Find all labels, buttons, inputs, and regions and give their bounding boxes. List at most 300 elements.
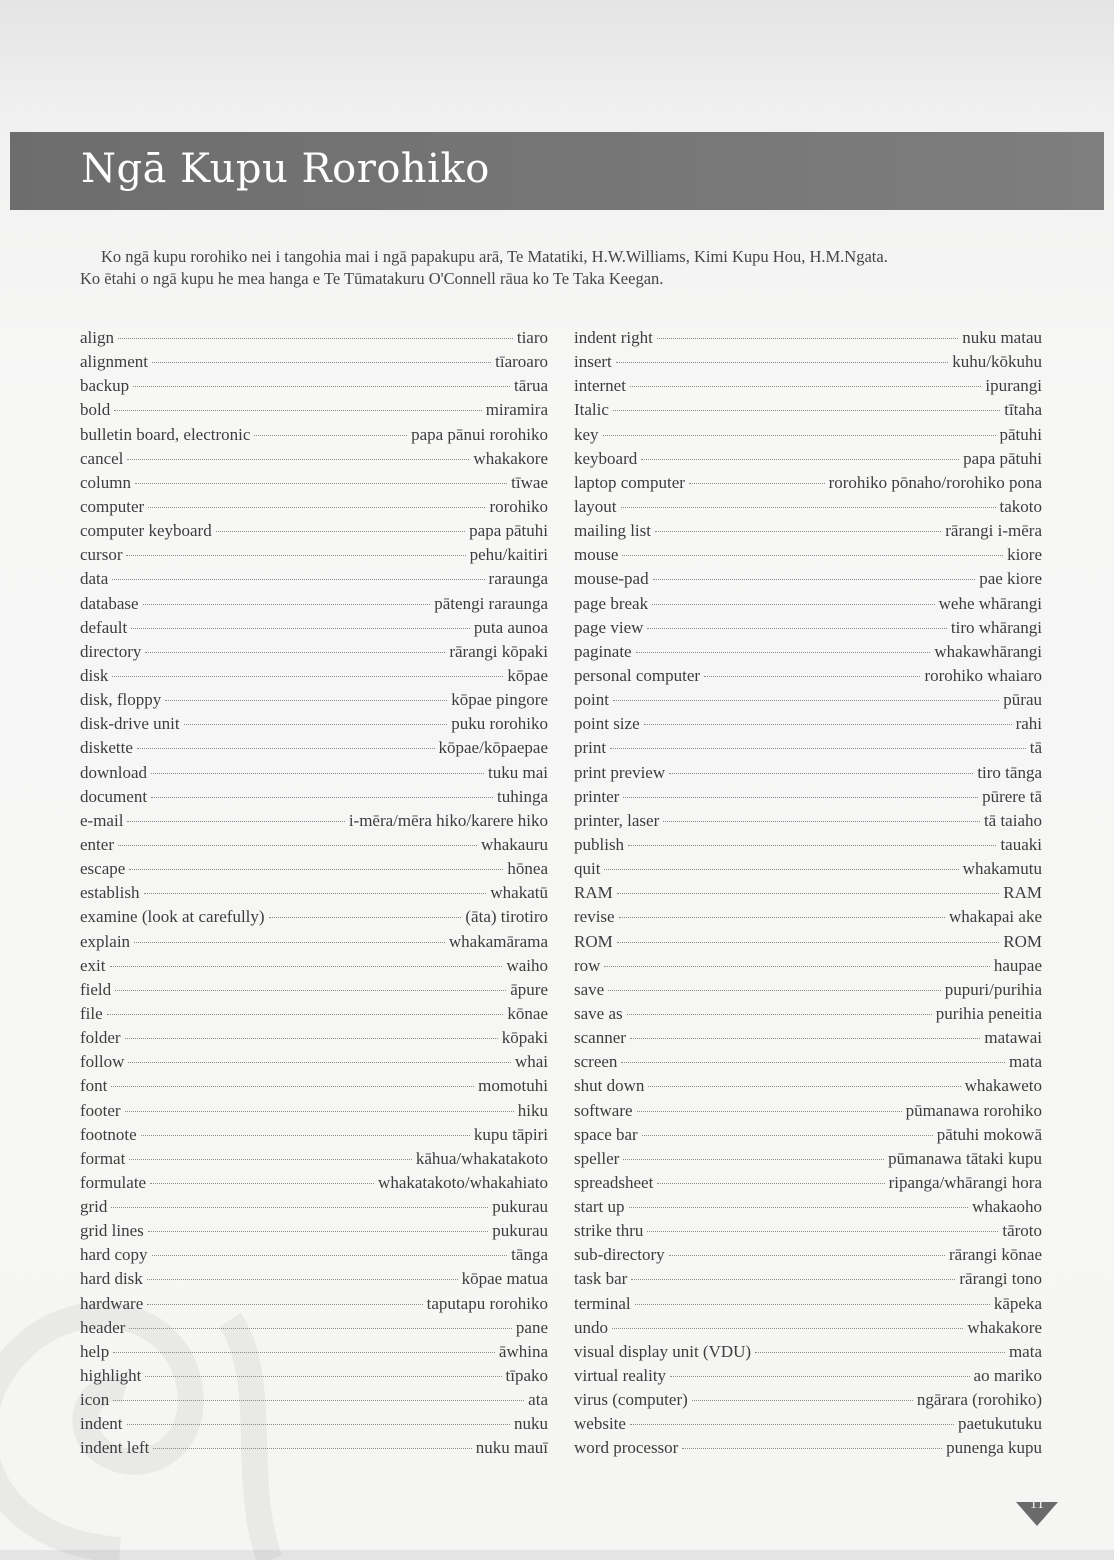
dot-leader [704,676,920,677]
glossary-term: ROM [574,931,613,951]
dot-leader [669,773,973,774]
glossary-term: diskette [80,738,133,758]
glossary-term: Italic [574,400,609,420]
glossary-translation: tīwae [511,472,548,492]
glossary-entry [80,400,548,424]
glossary-translation: tītaha [1004,400,1042,420]
glossary-entry [80,1221,548,1245]
dot-leader [603,435,996,436]
dot-leader [129,1328,512,1329]
glossary-term: explain [80,931,131,951]
glossary-term: mailing list [574,521,651,541]
glossary-translation: momotuhi [478,1076,548,1096]
glossary-translation: pae kiore [979,569,1042,589]
glossary-entry [574,1269,1042,1293]
glossary-term: default [80,617,128,637]
glossary-term: undo [574,1317,608,1337]
dot-leader [642,1135,933,1136]
glossary-entry [574,594,1042,618]
glossary-translation: ngārara (rorohiko) [916,1390,1042,1410]
glossary-term: column [80,472,131,492]
glossary-term: file [80,1003,103,1023]
dot-leader [616,362,948,363]
glossary-term: highlight [80,1366,142,1386]
dot-leader [114,410,481,411]
glossary-entry [80,1245,548,1269]
glossary-translation: papa pātuhi [469,521,548,541]
glossary-translation: ao mariko [973,1366,1042,1386]
glossary-translation: āpure [510,979,548,999]
glossary-term: indent [80,1414,123,1434]
glossary-term: align [80,328,114,347]
glossary-entry [574,376,1042,400]
glossary-translation: rorohiko pōnaho/rorohiko pona [828,472,1042,492]
glossary-term: page break [574,593,649,613]
glossary-entry [574,859,1042,883]
glossary-entry [574,1390,1042,1414]
dot-leader [617,942,1000,943]
glossary-entry [574,787,1042,811]
glossary-term: grid [80,1197,108,1217]
glossary-term: layout [574,496,617,516]
dot-leader [623,797,978,798]
dot-leader [151,797,493,798]
glossary-entry [80,1318,548,1342]
glossary-term: escape [80,859,126,879]
glossary-term: software [574,1100,633,1120]
glossary-term: sub-directory [574,1245,665,1265]
dot-leader [647,1231,998,1232]
dot-leader [148,1231,489,1232]
intro-text [80,246,1040,290]
dot-leader [612,1328,963,1329]
dot-leader [137,748,435,749]
glossary-translation: nuku matau [962,328,1042,347]
dot-leader [135,483,507,484]
dot-leader [692,1400,913,1401]
dot-leader [133,386,510,387]
glossary-term: computer [80,496,145,516]
glossary-translation: tiro tānga [977,762,1042,782]
glossary-entry [80,738,548,762]
glossary-entry [80,521,548,545]
glossary-term: exit [80,955,106,975]
glossary-term: header [80,1317,126,1337]
intro-line-1: Ko ngā kupu rorohiko nei i tangohia mai i ngā papakupu arā, Te Matatiki, H.W.Williams, Kimi Kupu Hou, H.M.Ngata. [101,247,888,266]
glossary-translation: tauaki [1000,834,1042,854]
dot-leader [113,1400,524,1401]
glossary-translation: kōpaki [501,1028,548,1048]
glossary-term: keyboard [574,448,638,468]
glossary-entry [80,1414,548,1438]
dot-leader [621,1062,1005,1063]
glossary-entry [80,666,548,690]
glossary-entry [574,618,1042,642]
glossary-entry [574,1438,1042,1462]
dot-leader [145,1376,501,1377]
dot-leader [152,362,491,363]
dot-leader [652,604,935,605]
glossary-column-right [574,328,1042,1463]
glossary-entry [80,1125,548,1149]
glossary-translation: mata [1008,1341,1042,1361]
glossary-entry [80,1197,548,1221]
dot-leader [629,1207,969,1208]
glossary-translation: whakatū [490,883,548,903]
glossary-entry [574,738,1042,762]
glossary-entry [574,425,1042,449]
glossary-translation: rorohiko [489,496,548,516]
page-title: Ngā Kupu Rorohiko [81,146,490,192]
glossary-entry [80,1004,548,1028]
glossary-translation: whakawhārangi [934,641,1042,661]
glossary-term: bulletin board, electronic [80,424,251,444]
glossary-entry [80,907,548,931]
glossary-term: scanner [574,1028,626,1048]
dot-leader [610,748,1026,749]
dot-leader [627,1014,932,1015]
glossary-entry [574,1125,1042,1149]
glossary-translation: mata [1008,1052,1042,1072]
glossary-translation: nuku [514,1414,548,1434]
glossary-translation: ROM [1003,931,1042,951]
glossary-translation: tuhinga [497,786,548,806]
glossary-term: mouse [574,545,619,565]
dot-leader [150,1183,374,1184]
glossary-entry [80,932,548,956]
page-number: 11 [1029,1496,1045,1512]
dot-leader [115,990,506,991]
dot-leader [619,917,945,918]
glossary-entry [80,859,548,883]
glossary-translation: hiku [517,1100,548,1120]
glossary-term: follow [80,1052,125,1072]
glossary-entry [80,1052,548,1076]
dot-leader [113,1352,495,1353]
glossary-term: establish [80,883,140,903]
glossary-term: virus (computer) [574,1390,688,1410]
dot-leader [118,338,513,339]
glossary-term: printer, laser [574,810,660,830]
glossary-translation: rārangi tono [959,1269,1042,1289]
glossary-term: space bar [574,1124,638,1144]
title-band [10,132,1104,210]
glossary-translation: rorohiko whaiaro [924,665,1042,685]
glossary-term: format [80,1148,126,1168]
glossary-entry [574,449,1042,473]
glossary-translation: ata [528,1390,548,1410]
glossary-entry [574,1149,1042,1173]
glossary-entry [574,980,1042,1004]
glossary-translation: kiore [1007,545,1042,565]
dot-leader [648,1086,960,1087]
glossary-entry [574,1366,1042,1390]
glossary-term: enter [80,834,114,854]
glossary-translation: tīpako [505,1366,548,1386]
dot-leader [604,869,958,870]
glossary-term: insert [574,352,612,372]
glossary-translation: kōpae matua [461,1269,548,1289]
glossary-term: terminal [574,1293,631,1313]
glossary-term: cancel [80,448,124,468]
glossary-term: task bar [574,1269,628,1289]
glossary-term: visual display unit (VDU) [574,1341,752,1361]
glossary-entry [80,1366,548,1390]
glossary-translation: paetukutuku [957,1414,1042,1434]
glossary-term: examine (look at carefully) [80,907,265,927]
glossary-entry [574,352,1042,376]
glossary-term: laptop computer [574,472,685,492]
dot-leader [670,1376,969,1377]
dot-leader [111,1207,488,1208]
glossary-entry [574,1173,1042,1197]
glossary-term: shut down [574,1076,645,1096]
glossary-term: disk [80,665,109,685]
glossary-translation: pātuhi mokowā [936,1124,1042,1144]
glossary-translation: kōpae pingore [451,690,548,710]
glossary-entry [574,545,1042,569]
glossary-term: computer keyboard [80,521,212,541]
dot-leader [125,1038,498,1039]
glossary-translation: puku rorohiko [451,714,548,734]
dot-leader [755,1352,1005,1353]
glossary-term: hard copy [80,1245,148,1265]
dot-leader [127,821,344,822]
glossary-entry [80,1101,548,1125]
glossary-translation: pūmanawa tātaki kupu [888,1148,1042,1168]
glossary-entry [574,956,1042,980]
glossary-entry [574,1028,1042,1052]
glossary-entry [80,569,548,593]
glossary-term: start up [574,1197,625,1217]
glossary-translation: pūmanawa rorohiko [905,1100,1042,1120]
glossary-entry [80,1028,548,1052]
glossary-entry [574,521,1042,545]
glossary-translation: wehe whārangi [938,593,1042,613]
dot-leader [669,1255,945,1256]
dot-leader [126,555,465,556]
glossary-term: indent left [80,1438,150,1458]
dot-leader [143,604,431,605]
glossary-term: e-mail [80,810,124,830]
dot-leader [129,869,503,870]
dot-leader [644,724,1012,725]
glossary-translation: whakapai ake [949,907,1042,927]
glossary-translation: kōnae [507,1003,548,1023]
glossary-translation: whai [514,1052,548,1072]
glossary-entry [574,907,1042,931]
dot-leader [682,1448,942,1449]
glossary-translation: tārua [514,376,548,396]
glossary-entry [80,594,548,618]
glossary-translation: kāhua/whakatakoto [415,1148,548,1168]
glossary-translation: miramira [485,400,548,420]
dot-leader [663,821,980,822]
glossary-translation: pūrere tā [982,786,1042,806]
glossary-entry [574,690,1042,714]
glossary-translation: tā taiaho [983,810,1042,830]
glossary-term: key [574,424,599,444]
glossary-term: point [574,690,609,710]
glossary-translation: tiaro [516,328,548,347]
glossary-term: paginate [574,641,632,661]
glossary-term: folder [80,1028,121,1048]
glossary-term: bold [80,400,111,420]
dot-leader [134,942,445,943]
glossary-term: alignment [80,352,148,372]
glossary-translation: ripanga/whārangi hora [888,1172,1042,1192]
dot-leader [216,531,465,532]
glossary-term: grid lines [80,1221,144,1241]
glossary-entry [80,1342,548,1366]
glossary-entry [80,956,548,980]
glossary-translation: pūrau [1003,690,1042,710]
glossary-entry [574,1414,1042,1438]
glossary-translation: RAM [1003,883,1042,903]
glossary-term: save as [574,1003,623,1023]
glossary-translation: whakaweto [964,1076,1042,1096]
dot-leader [151,773,484,774]
glossary-translation: i-mēra/mēra hiko/karere hiko [348,810,548,830]
glossary-translation: taputapu rorohiko [426,1293,548,1313]
dot-leader [152,1255,508,1256]
glossary-term: disk-drive unit [80,714,180,734]
glossary-term: screen [574,1052,618,1072]
dot-leader [630,386,981,387]
glossary-translation: papa pānui rorohiko [411,424,548,444]
glossary-entry [574,1004,1042,1028]
glossary-entry [80,473,548,497]
glossary-entry [80,811,548,835]
dot-leader [127,459,469,460]
glossary-entry [574,835,1042,859]
dot-leader [131,628,470,629]
glossary-entry [574,714,1042,738]
glossary-term: spreadsheet [574,1172,654,1192]
glossary-translation: kāpeka [993,1293,1042,1313]
glossary-translation: purihia peneitia [935,1003,1042,1023]
glossary-translation: pātuhi [999,424,1042,444]
glossary-translation: pehu/kaitiri [469,545,548,565]
glossary-term: page view [574,617,644,637]
glossary-entry [80,1149,548,1173]
glossary-translation: takoto [999,496,1042,516]
glossary-term: internet [574,376,626,396]
glossary-entry [574,666,1042,690]
glossary-term: database [80,593,139,613]
dot-leader [112,676,503,677]
dot-leader [153,1448,471,1449]
dot-leader [147,1304,422,1305]
glossary-entry [574,811,1042,835]
dot-leader [141,1135,470,1136]
glossary-entry [574,473,1042,497]
glossary-term: mouse-pad [574,569,649,589]
glossary-entry [80,328,548,352]
glossary-term: virtual reality [574,1366,667,1386]
glossary-entry [80,1438,548,1462]
glossary-entry [574,569,1042,593]
dot-leader [657,1183,884,1184]
glossary-term: backup [80,376,130,396]
dot-leader [147,1279,458,1280]
glossary-translation: (āta) tirotiro [465,907,548,927]
glossary-translation: kupu tāpiri [473,1124,548,1144]
glossary-translation: punenga kupu [946,1438,1042,1458]
glossary-translation: ipurangi [985,376,1042,396]
glossary-translation: whakauru [480,834,548,854]
dot-leader [623,1159,884,1160]
glossary-term: printer [574,786,620,806]
glossary-translation: whakaoho [972,1197,1042,1217]
glossary-translation: waiho [506,955,548,975]
glossary-term: hardware [80,1293,144,1313]
glossary-translation: āwhina [498,1341,548,1361]
dot-leader [621,507,996,508]
glossary-term: field [80,979,112,999]
dot-leader [148,507,485,508]
glossary-term: speller [574,1148,620,1168]
glossary-entry [574,883,1042,907]
dot-leader [630,1424,954,1425]
glossary-term: save [574,979,605,999]
dot-leader [635,1304,990,1305]
glossary-entry [80,835,548,859]
glossary-entry [80,787,548,811]
glossary-translation: tānga [511,1245,548,1265]
glossary-term: indent right [574,328,653,347]
glossary-translation: tiro whārangi [950,617,1042,637]
glossary-translation: rārangi kōnae [949,1245,1042,1265]
glossary-entry [80,1173,548,1197]
glossary-entry [80,1390,548,1414]
glossary-entry [80,763,548,787]
dot-leader [608,990,941,991]
dot-leader [184,724,448,725]
glossary-entry [574,1052,1042,1076]
glossary-entry [574,1342,1042,1366]
glossary-translation: kuhu/kōkuhu [952,352,1042,372]
dot-leader [647,628,947,629]
glossary-translation: papa pātuhi [963,448,1042,468]
glossary-entry [80,883,548,907]
glossary-translation: rārangi kōpaki [449,641,548,661]
dot-leader [613,410,1000,411]
glossary-translation: tā [1029,738,1042,758]
glossary-translation: hōnea [507,859,548,879]
glossary-translation: rahi [1015,714,1042,734]
dot-leader [657,338,958,339]
glossary-entry [80,449,548,473]
glossary-entry [80,618,548,642]
glossary-term: point size [574,714,640,734]
glossary-term: word processor [574,1438,679,1458]
dot-leader [269,917,462,918]
glossary-entry [80,352,548,376]
dot-leader [165,700,447,701]
glossary-entry [574,932,1042,956]
glossary-translation: whakatakoto/whakahiato [378,1172,548,1192]
glossary-entry [574,400,1042,424]
dot-leader [125,1111,514,1112]
dot-leader [636,652,931,653]
glossary-translation: pukurau [492,1197,548,1217]
glossary-term: help [80,1341,110,1361]
intro-line-2: Ko ētahi o ngā kupu he mea hanga e Te Tūmatakuru O'Connell rāua ko Te Taka Keegan. [80,269,664,288]
glossary-translation: pukurau [492,1221,548,1241]
glossary-entry [574,497,1042,521]
glossary-term: publish [574,834,625,854]
